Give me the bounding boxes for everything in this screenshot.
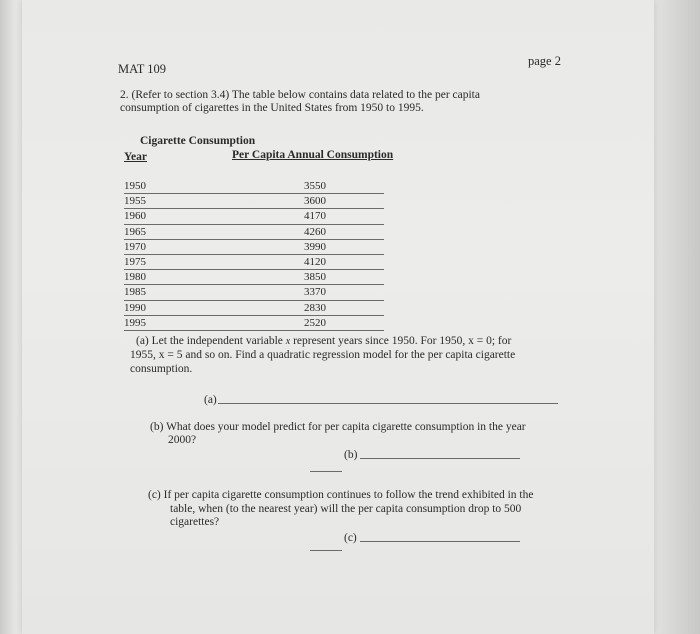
part-c-text-line-3: cigarettes? (170, 516, 220, 528)
table-row (124, 317, 384, 331)
year-cell: 1955 (124, 195, 146, 208)
table-title: Cigarette Consumption (140, 135, 256, 147)
question-text-line-1: 2. (Refer to section 3.4) The table below contains data related to the per capita (120, 89, 480, 101)
value-cell: 4120 (304, 255, 326, 268)
value-cell: 3370 (304, 286, 326, 299)
variable-x-mark: x (285, 336, 291, 347)
table-row (124, 195, 384, 209)
value-cell: 2830 (304, 301, 326, 314)
part-b-text-line-2: 2000? (168, 434, 197, 446)
part-a-text-start: (a) Let the independent variable (136, 335, 283, 347)
part-c-text-line-2: table, when (to the nearest year) will the per capita consumption drop to 500 (170, 503, 522, 515)
answer-c-blank[interactable] (360, 541, 520, 542)
page-number: page 2 (528, 54, 561, 68)
table-row (124, 256, 384, 270)
table-row (124, 241, 384, 255)
part-c-text-line-1: (c) If per capita cigarette consumption continues to follow the trend exhibited in the (148, 489, 534, 501)
answer-b-label: (b) (344, 449, 358, 461)
value-cell: 4260 (304, 225, 326, 238)
worksheet-page (22, 0, 654, 634)
answer-b-blank[interactable] (360, 458, 520, 459)
table-row (124, 210, 384, 224)
table-row (124, 180, 384, 194)
year-cell: 1970 (124, 240, 146, 253)
year-cell: 1960 (124, 210, 146, 223)
year-cell: 1965 (124, 225, 146, 238)
value-cell: 3850 (304, 271, 326, 284)
table-row (124, 271, 384, 285)
part-b-text-line-1: (b) What does your model predict for per capita cigarette consumption in the year (150, 421, 526, 433)
consumption-table (124, 180, 384, 332)
question-text-line-2: consumption of cigarettes in the United States from 1950 to 1995. (120, 102, 424, 114)
year-cell: 1975 (124, 255, 146, 268)
year-cell: 1980 (124, 271, 146, 284)
answer-a-blank[interactable] (218, 403, 558, 404)
year-cell: 1985 (124, 286, 146, 299)
part-a-text-line-1 (136, 334, 511, 349)
scratch-mark (310, 471, 342, 472)
part-a-text-line-3: consumption. (130, 363, 193, 375)
column-header-year: Year (124, 151, 147, 163)
value-cell: 3990 (304, 240, 326, 253)
table-row (124, 286, 384, 300)
value-cell: 3600 (304, 195, 326, 208)
value-cell: 3550 (304, 180, 326, 192)
table-row (124, 226, 384, 240)
value-cell: 4170 (304, 210, 326, 223)
course-code: MAT 109 (118, 62, 167, 76)
year-cell: 1990 (124, 301, 146, 314)
value-cell: 2520 (304, 316, 326, 329)
part-a-text-end: represent years since 1950. For 1950, x = 0; for (290, 335, 512, 347)
year-cell: 1995 (124, 316, 146, 329)
answer-a-label: (a) (204, 394, 217, 406)
part-a-text-line-2: 1955, x = 5 and so on. Find a quadratic regression model for the per capita cigarette (130, 349, 516, 361)
column-header-consumption: Per Capita Annual Consumption (232, 149, 394, 161)
scratch-mark (310, 550, 342, 551)
table-row (124, 302, 384, 316)
answer-c-label: (c) (344, 532, 357, 544)
year-cell: 1950 (124, 180, 146, 192)
